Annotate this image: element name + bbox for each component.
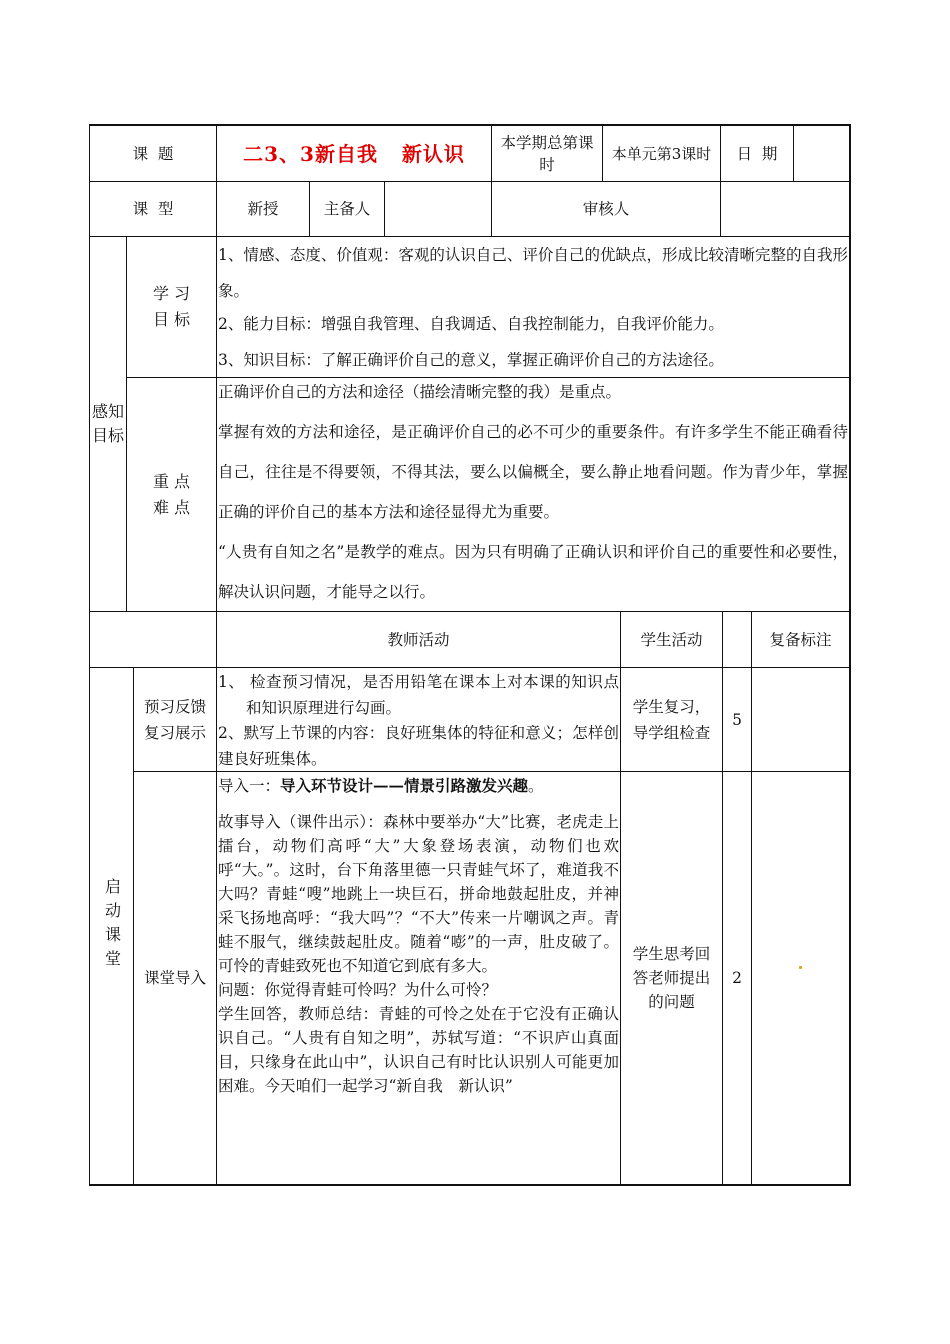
keypoints-label xyxy=(127,378,216,611)
objectives-label-line2: 目 标 xyxy=(152,310,191,329)
start-section-label xyxy=(90,668,133,1184)
lesson-title: 二3、3新自我 新认识 xyxy=(243,141,465,166)
review-notes[interactable] xyxy=(752,668,849,771)
keypoints-content xyxy=(217,372,849,611)
date-label: 日 期 xyxy=(736,144,778,163)
review-student-activity: 学生复习，导学组检查 xyxy=(632,697,711,742)
review-content xyxy=(217,670,620,771)
reviewer-value[interactable] xyxy=(721,182,849,236)
perception-section-label: 感知目标 xyxy=(92,402,125,445)
intro-notes[interactable] xyxy=(752,772,849,1184)
activity-header-blank xyxy=(90,612,216,667)
date-value[interactable] xyxy=(794,126,849,181)
review-minutes: 5 xyxy=(732,710,742,729)
intro-story: 故事导入（课件出示）：森林中要举办“大”比赛，老虎走上擂台，动物们高呼“大”大象登场表演，动物们也欢呼“大。”。这时，台下角落里德一只青蛙气坏了，难道我不大吗？青蛙“嗖”地跳上一块巨石，拼命地鼓起肚皮，并神采飞扬地高呼：“我大吗”？“不大”传来一片嘲讽之声。青蛙不服气，继续鼓起肚皮。随着“嘭”的一声，肚皮破了。可怜的青蛙致死也不知道它到底有多大。 xyxy=(218,813,619,975)
keypoint-item: 掌握有效的方法和途径，是正确评价自己的必不可少的重要条件。有许多学生不能正确看待自己，往往是不得要领，不得其法，要么以偏概全，要么静止地看问题。作为青少年，掌握正确的评价自己的基本方法和途径显得尤为重要。 xyxy=(218,423,848,521)
keypoints-label-line2: 难 点 xyxy=(152,497,191,517)
keypoint-item: “人贵有自知之名”是教学的难点。因为只有明确了正确认识和评价自己的重要性和必要性，解决认识问题，才能导之以行。 xyxy=(218,543,848,601)
intro-question: 问题：你觉得青蛙可怜吗？为什么可怜？ xyxy=(218,981,498,999)
total-period-label: 本学期总第课时 xyxy=(500,133,594,174)
intro-minutes: 2 xyxy=(732,969,742,987)
type-value: 新授 xyxy=(247,200,279,218)
start-section-label-text: 启动课堂 xyxy=(102,878,122,974)
intro-heading-bold: 导入环节设计——情景引路激发兴趣 xyxy=(280,776,529,795)
intro-content xyxy=(217,774,620,1184)
keypoints-label-line1: 重 点 xyxy=(152,471,191,491)
intro-heading xyxy=(218,774,619,798)
review-label xyxy=(134,668,216,771)
intro-heading-end: 。 xyxy=(528,777,544,795)
objective-item: 3、知识目标：了解正确评价自己的意义，掌握正确评价自己的方法途径。 xyxy=(218,351,724,369)
intro-summary: 学生回答，教师总结：青蛙的可怜之处在于它没有正确认识自己。“人贵有自知之明”，苏轼写道：“不识庐山真面目，只缘身在此山中”，认识自己有时比认识别人可能更加困难。今天咱们一起学习“新自我 新认识” xyxy=(218,1005,619,1095)
objectives-content xyxy=(217,237,849,377)
review-label-line1: 预习反馈 xyxy=(143,697,206,716)
preparer-label: 主备人 xyxy=(323,200,371,218)
table-border-bottom xyxy=(89,1184,851,1186)
notes-header: 复备标注 xyxy=(769,630,832,649)
review-label-line2: 复习展示 xyxy=(143,723,206,742)
intro-heading-plain: 导入一： xyxy=(218,777,281,795)
objective-item: 1、情感、态度、价值观：客观的认识自己、评价自己的优缺点，形成比较清晰完整的自我形象。 xyxy=(218,246,848,300)
reviewer-label: 审核人 xyxy=(582,200,630,218)
table-border-right xyxy=(849,124,851,1186)
objectives-label xyxy=(127,237,216,377)
unit-period-label: 本单元第3课时 xyxy=(611,144,712,163)
review-item: 1、 检查预习情况，是否用铅笔在课本上对本课的知识点和知识原理进行勾画。 xyxy=(218,673,619,717)
intro-student-activity: 学生思考回答老师提出的问题 xyxy=(632,945,711,1011)
teacher-activity-header: 教师活动 xyxy=(387,630,450,649)
review-item: 2、默写上节课的内容：良好班集体的特征和意义；怎样创建良好班集体。 xyxy=(218,724,619,768)
topic-label: 课 题 xyxy=(132,144,174,163)
type-label: 课 型 xyxy=(132,200,174,218)
objective-item: 2、能力目标：增强自我管理、自我调适、自我控制能力，自我评价能力。 xyxy=(218,315,724,333)
note-mark xyxy=(799,966,802,969)
objectives-label-line1: 学 习 xyxy=(152,284,191,303)
minutes-header-blank xyxy=(723,612,751,667)
keypoint-item: 正确评价自己的方法和途径（描绘清晰完整的我）是重点。 xyxy=(218,383,622,401)
preparer-value[interactable] xyxy=(385,182,491,236)
intro-label: 课堂导入 xyxy=(143,969,206,987)
student-activity-header: 学生活动 xyxy=(640,630,703,649)
